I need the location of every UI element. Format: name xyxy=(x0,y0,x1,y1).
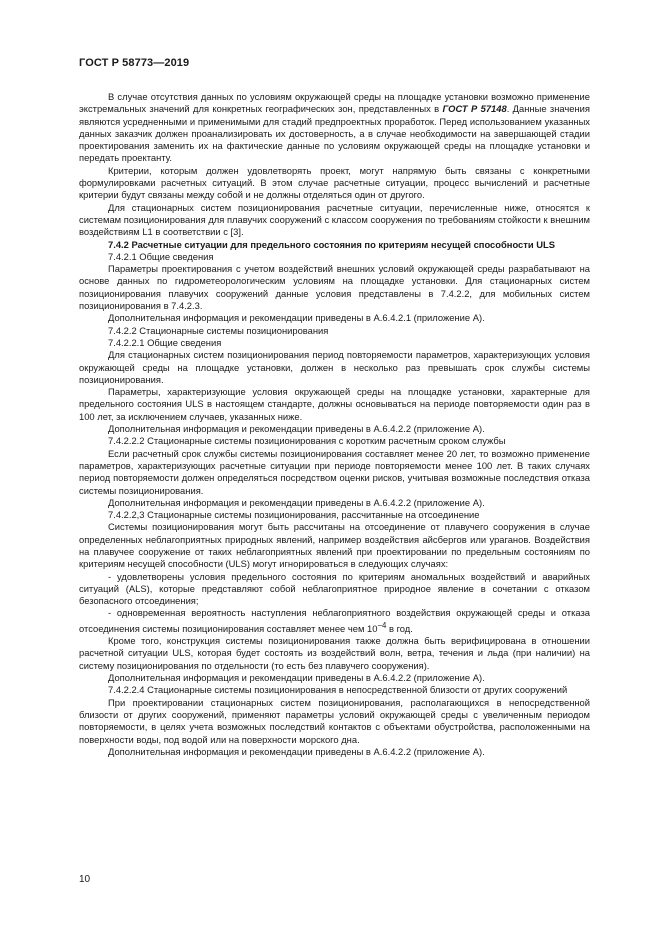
exponent: −4 xyxy=(377,620,387,630)
paragraph-additional-info: Дополнительная информация и рекомендации приведены в А.6.4.2.2 (приложение А). xyxy=(108,423,485,435)
document-body xyxy=(79,91,590,758)
paragraph-additional-info: Дополнительная информация и рекомендации приведены в А.6.4.2.2 (приложение А). xyxy=(108,672,485,684)
paragraph-uls-parameters: Параметры, характеризующие условия окружающей среды на площадке установки, характерные для предельного состояния ULS в настоящем стандарте, должны основываться на периоде повторяемости один раз в 100 лет, за исключением случаев, указанных ниже. xyxy=(79,386,590,422)
standard-header: ГОСТ Р 58773—2019 xyxy=(79,57,190,69)
subsection-heading-7-4-2-2-3: 7.4.2.2,3 Стационарные системы позиционирования, рассчитанные на отсоединение xyxy=(108,509,480,521)
paragraph-additional-info: Дополнительная информация и рекомендации приведены в А.6.4.2.2 (приложение А). xyxy=(108,496,485,508)
paragraph-short-service-life: Если расчетный срок службы системы позиционирования составляет менее 20 лет, то возможно применение параметров, характеризующих расчетные ситуации при периоде повторяемости менее 100 лет. В таких случаях период повторяемости должен определяться посредством оценки рисков, учитывая возможные последствия отказа системы позиционирования. xyxy=(79,447,590,496)
subsection-heading-7-4-2-2-4: 7.4.2.2.4 Стационарные системы позиционирования в непосредственной близости от других сооружений xyxy=(108,684,568,696)
paragraph-environment-data: В случае отсутствия данных по условиям окружающей среды на площадке установки возможно применение экстремальных значений для конкретных географических зон, представленных в ГОСТ Р 57148. Данные значения являются усредненными и применимыми для стадий предпроектных проработок. Перед использованием указанных данных заказчик должен проанализировать их достоверность, а в случае необходимости на завершающей стадии проектирования заменить их на фактические данные по условиям окружающей среды на площадке установки и передать проектанту. xyxy=(79,91,590,164)
paragraph-verification: Кроме того, конструкция системы позиционирования также должна быть верифицирована в отношении расчетной ситуации ULS, которая будет состоять из воздействий волн, ветра, течения и льда (при наличии) на систему позиционирования по отдельности (то есть без плавучего сооружения). xyxy=(79,635,590,671)
section-heading-7-4-2: 7.4.2 Расчетные ситуации для предельного состояния по критериям несущей способности ULS xyxy=(108,238,555,250)
paragraph-design-parameters: Параметры проектирования с учетом воздействий внешних условий окружающей среды разрабатывают на основе данных по гидрометеорологическим условиям на площадке установки. Для стационарных систем позиционирования плавучих сооружений данные условия представлены в 7.4.2.2, для мобильных систем позиционирования в 7.4.2.3. xyxy=(79,263,590,312)
subsection-heading-7-4-2-2-2: 7.4.2.2.2 Стационарные системы позиционирования с коротким расчетным сроком службы xyxy=(108,435,506,447)
paragraph-return-period: Для стационарных систем позиционирования период повторяемости параметров, характеризующих условия окружающей среды на площадке установки, должен в несколько раз превышать срок службы системы позиционирования. xyxy=(79,349,590,385)
paragraph-additional-info: Дополнительная информация и рекомендации приведены в А.6.4.2.2 (приложение А). xyxy=(108,745,485,757)
subsection-heading-7-4-2-2-1: 7.4.2.2.1 Общие сведения xyxy=(108,336,222,348)
subsection-heading-7-4-2-2: 7.4.2.2 Стационарные системы позиционирования xyxy=(108,324,329,336)
paragraph-disconnection: Системы позиционирования могут быть рассчитаны на отсоединение от плавучего сооружения в случае определенных неблагоприятных природных явлений, например воздействия айсбергов или ураганов. Воздействия на плавучее сооружение от таких неблагоприятных явлений при проектировании по предельным состояниям по критериям несущей способности (ULS) могут игнорироваться в следующих случаях: xyxy=(79,521,590,570)
paragraph-proximity: При проектировании стационарных систем позиционирования, располагающихся в непосредственной близости от других сооружений, применяют параметры условий окружающей среды с увеличенным периодом повторяемости, в целях учета возможных последствий контактов с объектами обустройства, расположенными на поверхности воды, под водой или на поверхности морского дна. xyxy=(79,696,590,745)
paragraph-stationary-systems: Для стационарных систем позиционирования расчетные ситуации, перечисленные ниже, относятся к системам позиционирования для плавучих сооружений с классом сооружения по требованиям стойкости к внешним воздействиям L1 в соответствии с [3]. xyxy=(79,201,590,238)
page-number: 10 xyxy=(79,874,91,885)
subsection-heading-7-4-2-1: 7.4.2.1 Общие сведения xyxy=(108,250,214,262)
standard-reference: ГОСТ Р 57148 xyxy=(442,103,507,115)
paragraph-criteria: Критерии, которым должен удовлетворять проект, могут напрямую быть связаны с конкретными формулировками расчетных ситуаций. В этом случае расчетные ситуации, процесс вычислений и расчетные критерии будут связаны между собой и не должны отделяться один от другого. xyxy=(79,164,590,201)
paragraph-additional-info: Дополнительная информация и рекомендации приведены в А.6.4.2.1 (приложение А). xyxy=(108,312,485,324)
list-item: - удовлетворены условия предельного состояния по критериям аномальных воздействий и аварийных ситуаций (ALS), которые представляют собой неблагоприятное природное явление в сочетании с отказом безопасного отсоединения; xyxy=(79,570,590,607)
list-item: - одновременная вероятность наступления неблагоприятного воздействия окружающей среды и отказа отсоединения системы позиционирования составляет менее чем $10^{-4}$ в год. xyxy=(79,607,590,634)
